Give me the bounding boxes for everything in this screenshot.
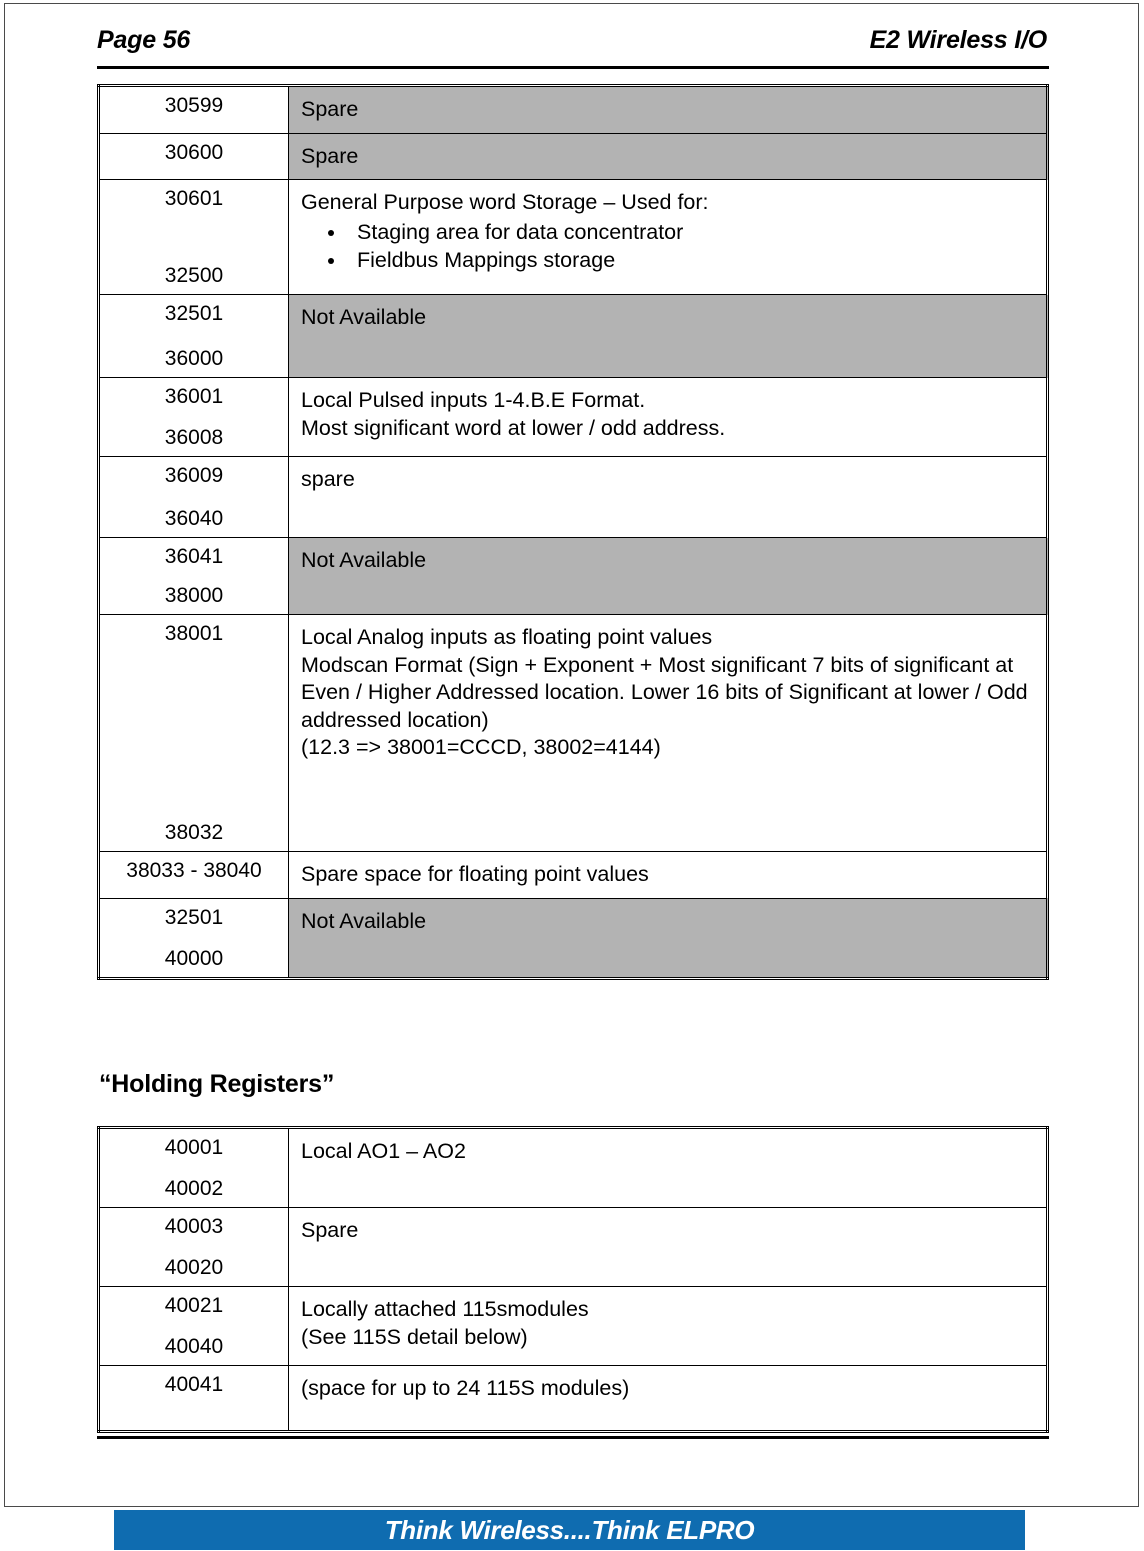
page-content [5,4,1140,1508]
register-address-cell [99,457,289,538]
table-row [99,457,1048,538]
table-row [99,133,1048,180]
register-address-start: 40041 [164,1373,224,1396]
register-description-cell [289,898,1048,978]
register-address-start: 32501 [164,302,224,326]
address-gap [104,486,284,508]
description-line: Spare [301,143,359,168]
header-rule [97,66,1049,69]
description-line: General Purpose word Storage – Used for: [301,190,709,215]
input-registers-table-body [99,86,1048,979]
register-description-cell [289,1128,1048,1208]
register-address-end: 38000 [164,584,224,608]
table-row [99,615,1048,852]
address-gap [104,928,284,948]
description-line: Modscan Format (Sign + Exponent + Most significant 7 bits of significant at Even / Higher Addressed location. Lower 16 bits of Significant at lower / Odd addressed location) [301,652,1028,732]
address-gap [104,1158,284,1178]
register-address-cell [99,615,289,852]
table-row [99,538,1048,615]
register-address-end: 32500 [164,264,224,288]
table-row [99,86,1048,134]
address-gap [104,407,284,427]
register-address-end: 40000 [164,946,224,970]
register-address-cell [99,1287,289,1366]
description-bullet-list [301,219,1046,275]
table-row [99,1366,1048,1432]
description-line: Not Available [301,548,427,573]
register-address-start: 40021 [164,1294,224,1317]
address-gap [104,644,284,822]
register-address-start: 38033 - 38040 [126,859,262,883]
register-description-cell [289,180,1048,295]
register-address-end: 36000 [164,347,224,371]
register-address-cell [99,898,289,978]
description-line: Not Available [301,908,427,933]
address-gap [104,1237,284,1257]
description-line: Local AO1 – AO2 [301,1139,466,1163]
document-title-label: E2 Wireless I/O [869,26,1047,54]
register-address-end: 36040 [164,507,224,531]
register-address-start: 32501 [164,905,224,929]
table-row [99,295,1048,378]
register-description-cell [289,852,1048,899]
register-description-cell [289,1366,1048,1432]
list-item: • Fieldbus Mappings storage [347,247,1046,275]
register-address-start: 36009 [164,464,224,488]
register-description-cell [289,295,1048,378]
description-line: Local Pulsed inputs 1-4.B.E Format. [301,388,646,413]
register-description-cell [289,1208,1048,1287]
holding-registers-table [97,1126,1049,1433]
holding-registers-table-body [99,1128,1048,1432]
register-description-cell [289,133,1048,180]
register-address-cell [99,538,289,615]
register-description-cell [289,1287,1048,1366]
holding-registers-heading: “Holding Registers” [99,1070,335,1098]
register-description-cell [289,538,1048,615]
register-description-cell [289,615,1048,852]
description-line: (12.3 => 38001=CCCD, 38002=4144) [301,735,661,760]
address-gap [104,567,284,585]
table-row [99,378,1048,457]
list-item: • Staging area for data concentrator [347,219,1046,247]
register-address-cell [99,86,289,134]
register-address-start: 36001 [164,385,224,409]
address-gap [104,1316,284,1336]
table-row [99,1287,1048,1366]
register-address-start: 36041 [164,545,224,569]
register-address-end: 38032 [164,821,224,845]
description-line: Locally attached 115smodules [301,1297,589,1321]
register-address-end: 40020 [164,1256,224,1279]
register-address-start: 30601 [164,187,224,211]
page-number-label: Page 56 [97,26,191,54]
register-description-cell [289,457,1048,538]
table-row [99,898,1048,978]
register-address-start: 40001 [164,1136,224,1159]
register-address-end: 36008 [164,426,224,450]
footer-rule [97,1436,1049,1439]
register-description-cell [289,378,1048,457]
description-line: Not Available [301,305,427,330]
register-address-cell [99,852,289,899]
running-head [97,26,1047,55]
register-address-cell [99,295,289,378]
register-address-end: 40002 [164,1177,224,1200]
register-address-end: 40040 [164,1335,224,1358]
description-line: Local Analog inputs as floating point values [301,625,713,650]
register-address-start: 40003 [164,1215,224,1238]
description-line: (space for up to 24 115S modules) [301,1376,630,1400]
description-line: Spare [301,97,359,121]
input-registers-table [97,84,1049,980]
description-line: spare [301,467,355,492]
scanned-page-frame [4,3,1139,1507]
description-line: (See 115S detail below) [301,1324,528,1349]
footer-slogan: Think Wireless....Think ELPRO [384,1514,755,1545]
description-line: Most significant word at lower / odd address. [301,415,726,440]
register-address-cell [99,1208,289,1287]
address-gap [104,324,284,348]
register-description-cell [289,86,1048,134]
table-row [99,1208,1048,1287]
address-gap [104,209,284,265]
register-address-cell [99,1366,289,1432]
register-address-cell [99,1128,289,1208]
register-address-start: 30600 [164,140,224,164]
register-address-cell [99,133,289,180]
register-address-start: 38001 [164,622,224,646]
table-row [99,1128,1048,1208]
footer-banner [114,1510,1025,1550]
description-line: Spare space for floating point values [301,862,649,887]
description-line: Spare [301,1218,359,1242]
table-row [99,180,1048,295]
register-address-cell [99,378,289,457]
register-address-cell [99,180,289,295]
table-row [99,852,1048,899]
register-address-start: 30599 [164,94,224,117]
